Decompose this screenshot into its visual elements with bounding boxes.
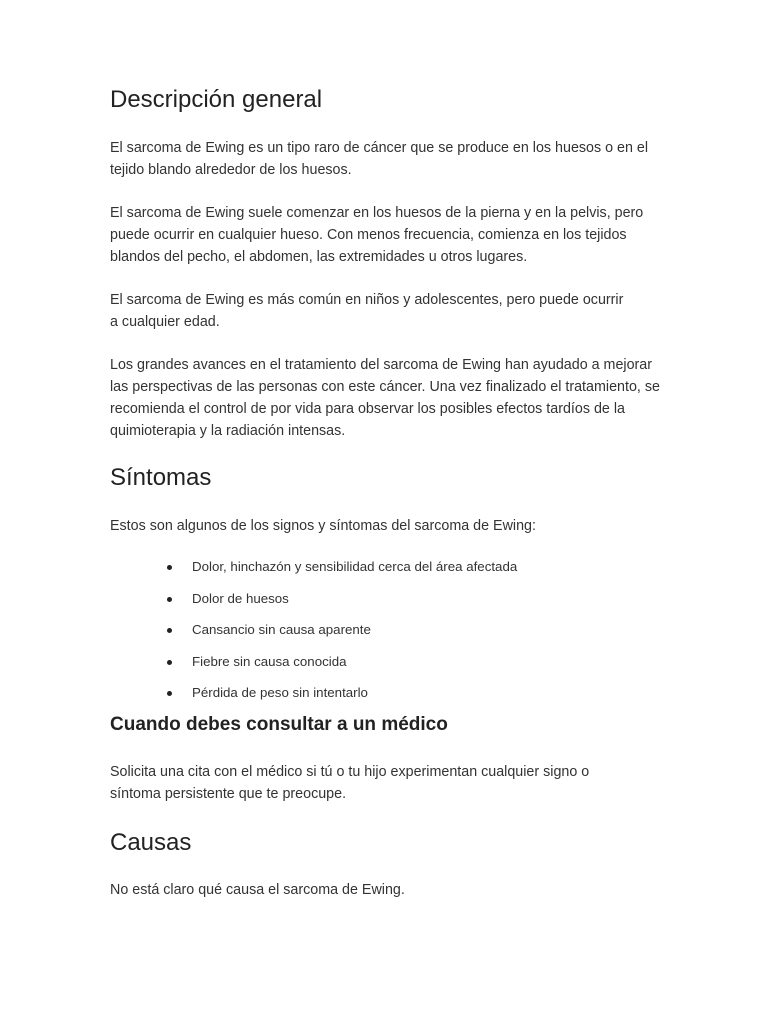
causes-heading: Causas [110,829,192,856]
list-item [192,589,670,609]
bullet-icon [167,660,172,665]
overview-heading: Descripción general [110,86,323,113]
list-item [192,557,670,577]
bullet-icon [167,628,172,633]
bullet-icon [167,597,172,602]
overview-paragraph-1: El sarcoma de Ewing es un tipo raro de cáncer que se produce en los huesos o en el tejido blando alrededor de los huesos. [110,140,649,178]
bullet-icon [167,691,172,696]
symptom-text: Pérdida de peso sin intentarlo [192,685,368,700]
symptoms-heading: Síntomas [110,464,212,491]
list-item [192,652,670,672]
overview-paragraph-2: El sarcoma de Ewing suele comenzar en los huesos de la pierna y en la pelvis, pero puede ocurrir en cualquier hueso. Con menos frecuencia, comienza en los tejidos blandos del pecho, el abdomen, las extremidades u otros lugares. [110,205,644,265]
list-item [192,620,670,640]
bullet-icon [167,565,172,570]
overview-paragraph-4: Los grandes avances en el tratamiento del sarcoma de Ewing han ayudado a mejorar las perspectivas de las personas con este cáncer. Una vez finalizado el tratamiento, se recomienda el control de por vida para observar los posibles efectos tardíos de la quimioterapia y la radiación intensas. [110,357,660,439]
symptom-text: Fiebre sin causa conocida [192,653,347,669]
doctor-heading: Cuando debes consultar a un médico [110,714,448,735]
symptoms-intro: Estos son algunos de los signos y síntomas del sarcoma de Ewing: [110,518,536,534]
symptom-text: Dolor de huesos [192,590,289,606]
doctor-paragraph: Solicita una cita con el médico si tú o tu hijo experimentan cualquier signo o síntoma persistente que te preocupe. [110,764,590,802]
causes-paragraph: No está claro qué causa el sarcoma de Ewing. [110,882,405,898]
overview-paragraph-3: El sarcoma de Ewing es más común en niños y adolescentes, pero puede ocurrir a cualquier edad. [110,292,624,330]
symptoms-list [110,557,670,703]
list-item [192,683,670,703]
document-page [110,84,670,901]
symptom-text: Cansancio sin causa aparente [192,622,371,637]
symptom-text: Dolor, hinchazón y sensibilidad cerca del área afectada [192,559,518,574]
